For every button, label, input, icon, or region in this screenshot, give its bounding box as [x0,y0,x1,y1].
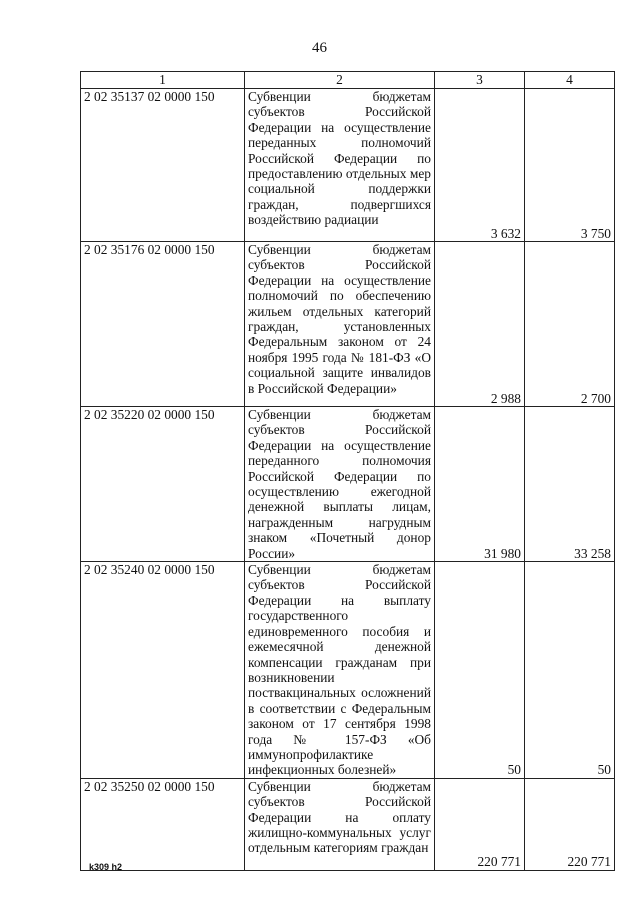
budget-table [80,71,615,871]
amount-col3: 31 980 [435,407,525,562]
column-header-4: 4 [525,72,615,89]
table-row [81,778,615,870]
amount-col3: 2 988 [435,242,525,407]
column-header-2: 2 [245,72,435,89]
row-description: Субвенции бюджетам субъектов Российской Федерации на осуществление переданных полномочий Российской Федерации по предоставлению отдельных мер социальной поддержки граждан, подвергшихся воздействию радиации [245,89,435,242]
amount-col4: 33 258 [525,407,615,562]
row-description: Субвенции бюджетам субъектов Российской Федерации на осуществление переданного полномочия Российской Федерации по осуществлению ежегодной денежной выплаты лицам, награжденным нагрудным знаком «Почетный донор России» [245,407,435,562]
column-header-1: 1 [81,72,245,89]
row-description: Субвенции бюджетам субъектов Российской Федерации на оплату жилищно-коммунальных услуг отдельным категориям граждан [245,778,435,870]
amount-col4: 2 700 [525,242,615,407]
page-number: 46 [312,40,327,56]
amount-col4: 220 771 [525,778,615,870]
column-header-3: 3 [435,72,525,89]
table-header-row [81,72,615,89]
row-description: Субвенции бюджетам субъектов Российской Федерации на выплату государственного единовременного пособия и ежемесячной денежной компенсации гражданам при возникновении поствакцинальных осложнений в соответствии с Федеральным законом от 17 сентября 1998 года № 157-ФЗ «Об иммунопрофилактике инфекционных болезней» [245,562,435,779]
amount-col4: 50 [525,562,615,779]
table-row [81,407,615,562]
table-row [81,562,615,779]
budget-code: 2 02 35220 02 0000 150 [81,407,245,562]
budget-code: 2 02 35240 02 0000 150 [81,562,245,779]
amount-col3: 50 [435,562,525,779]
footer-mark: k309 h2 [89,862,123,872]
budget-code: 2 02 35250 02 0000 150 [81,778,245,870]
table-row [81,89,615,242]
amount-col3: 220 771 [435,778,525,870]
table-row [81,242,615,407]
budget-code: 2 02 35176 02 0000 150 [81,242,245,407]
amount-col3: 3 632 [435,89,525,242]
amount-col4: 3 750 [525,89,615,242]
budget-code: 2 02 35137 02 0000 150 [81,89,245,242]
row-description: Субвенции бюджетам субъектов Российской Федерации на осуществление полномочий по обеспечению жильем отдельных категорий граждан, установленных Федеральным законом от 24 ноября 1995 года № 181-ФЗ «О социальной защите инвалидов в Российской Федерации» [245,242,435,407]
